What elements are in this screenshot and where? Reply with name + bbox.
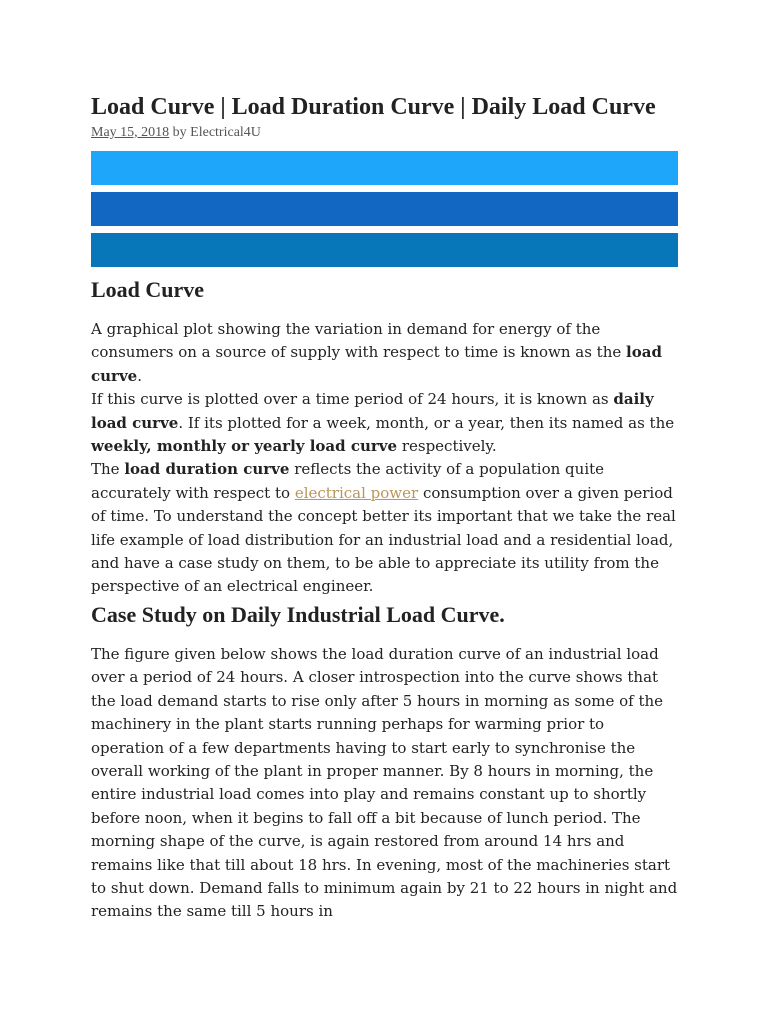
section-heading-case-study: Case Study on Daily Industrial Load Curve. [91,601,505,627]
byline-by: by [172,125,187,140]
section-heading-load-curve: Load Curve [91,277,205,302]
term-daily-load-curve: daily load curve [91,390,654,432]
electrical-power-link[interactable]: electrical power [294,483,419,502]
term-weekly-monthly-yearly: weekly, monthly or yearly load curve [91,437,398,456]
term-load-curve: load curve [91,343,662,385]
article-meta [91,124,679,142]
paragraph-case-study: The figure given below shows the load duration curve of an industrial load over a period of 24 hours. A closer introspection into the curve shows that the load demand starts to rise only after 5 hours in morning as some of the machinery in the plant starts running perhaps for warming prior to operation of a few departments having to start early to synchronise the overall working of the plant in proper manner. By 8 hours in morning, the entire industrial load comes into play and remains constant up to shortly before noon, when it begins to fall off a bit because of lunch period. The morning shape of the curve, is again restored from around 14 hrs and remains like that till about 18 hrs. In evening, most of the machineries start to shut down. Demand falls to minimum again by 21 to 22 hours in night and remains the same till 5 hours in [91,644,678,921]
post-date-link[interactable]: May 15, 2018 [91,125,170,140]
article [91,92,679,924]
article-title: Load Curve | Load Duration Curve | Daily Load Curve [91,94,656,120]
term-load-duration-curve: load duration curve [124,460,290,479]
paragraph-daily-load-curve: If this curve is plotted over a time period of 24 hours, it is known as daily load curve. If its plotted for a week, month, or a year, then its named as the weekly, monthly or yearly load curve respectively. [91,390,675,456]
author-name[interactable]: Electrical4U [190,125,261,140]
banner-bar-1 [91,151,678,185]
banner-bar-2 [91,192,678,226]
paragraph-load-duration-curve: The load duration curve reflects the activity of a population quite accurately with respect to electrical power consumption over a given period of time. To understand the concept better its important that we take the real life example of load distribution for an industrial load and a residential load, and have a case study on them, to be able to appreciate its utility from the perspective of an electrical engineer. [91,460,676,596]
banner-bar-3 [91,233,678,267]
paragraph-load-curve-definition: A graphical plot showing the variation in demand for energy of the consumers on a source of supply with respect to time is known as the load curve. [91,320,662,385]
